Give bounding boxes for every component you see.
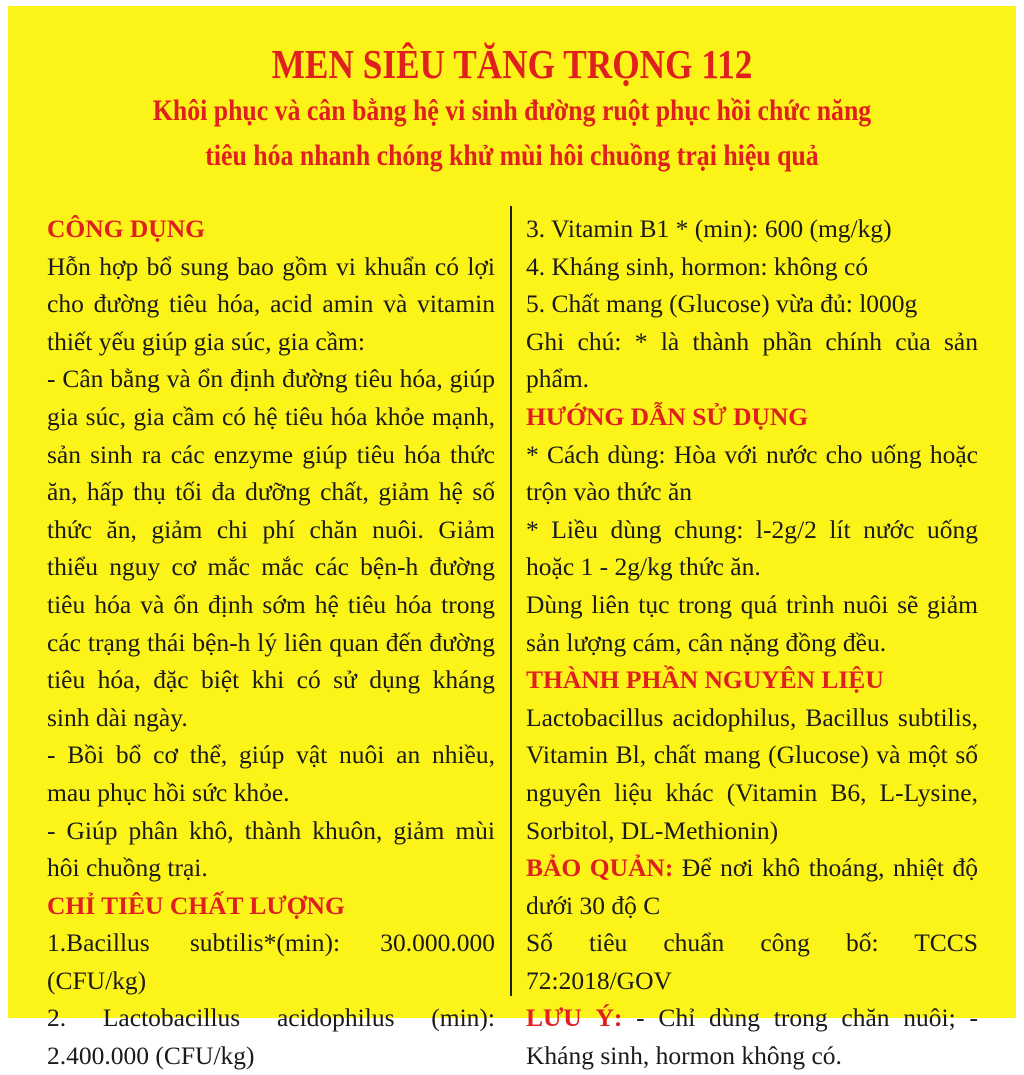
chi-tieu-item-5: 5. Chất mang (Glucose) vừa đủ: l000g (526, 289, 918, 319)
thanh-phan-text: Lactobacillus acidophilus, Bacillus subtilis, Vitamin Bl, chất mang (Glucose) và một số nguyên liệu khác (Vitamin B6, L-Lysine, Sorbitol, DL-Methionin) (526, 702, 978, 845)
luu-y-label: LƯU Ý: (526, 1003, 623, 1033)
chi-tieu-heading: CHỈ TIÊU CHẤT LƯỢNG (47, 890, 345, 920)
cong-dung-bullet-3: - Giúp phân khô, thành khuôn, giảm mùi hôi chuồng trại. (47, 815, 495, 883)
chi-tieu-item-4: 4. Kháng sinh, hormon: không có (526, 251, 869, 281)
luu-y-text: - Chỉ dùng trong chăn nuôi; - Kháng sinh, hormon không có. (526, 1003, 978, 1071)
dung-lien-tuc: Dùng liên tục trong quá trình nuôi sẽ giảm sản lượng cám, cân nặng đồng đều. (526, 589, 978, 657)
product-title: MEN SIÊU TĂNG TRỌNG 112 (271, 41, 753, 87)
ghi-chu: Ghi chú: * là thành phần chính của sản phẩm. (526, 326, 978, 394)
so-tieu-chuan: Số tiêu chuẩn công bố: TCCS 72:2018/GOV (526, 928, 978, 995)
cong-dung-bullet-1: - Cân bằng và ổn định đường tiêu hóa, giúp gia súc, gia cầm có hệ tiêu hóa khỏe mạnh, sản sinh ra các enzyme giúp tiêu hóa thức ăn, hấp thụ tối đa dưỡng chất, giảm hệ số thức ăn, giảm chi phí chăn nuôi. Giảm thiểu nguy cơ mắc mắc các bện-h đường tiêu hóa và ổn định sớm hệ tiêu hóa trong các trạng thái bện-h lý liên quan đến đường tiêu hóa, đặc biệt khi có sử dụng kháng sinh dài ngày. (47, 364, 495, 732)
lieu-dung: * Liều dùng chung: l-2g/2 lít nước uống hoặc 1 - 2g/kg thức ăn. (526, 514, 978, 582)
right-column (526, 210, 978, 1075)
cach-dung: * Cách dùng: Hòa với nước cho uống hoặc trộn vào thức ăn (526, 439, 978, 507)
chi-tieu-item-1: 1.Bacillus subtilis*(min): 30.000.000 (CFU/kg) (47, 928, 495, 995)
cong-dung-heading: CÔNG DỤNG (47, 214, 205, 243)
huong-dan-heading: HƯỚNG DẪN SỬ DỤNG (526, 401, 809, 431)
bao-quan-text: Để nơi khô thoáng, nhiệt độ dưới 30 độ C (526, 853, 978, 920)
column-divider (510, 206, 512, 996)
subtitle-line-1: Khôi phục và cân bằng hệ vi sinh đường ruột phục hồi chức năng (152, 94, 872, 127)
cong-dung-bullet-2: - Bồi bổ cơ thể, giúp vật nuôi an nhiều, mau phục hồi sức khỏe. (47, 740, 495, 807)
chi-tieu-item-2: 2. Lactobacillus acidophilus (min): 2.400.000 (CFU/kg) (47, 1003, 495, 1071)
subtitle-line-2: tiêu hóa nhanh chóng khử mùi hôi chuồng trại hiệu quả (205, 139, 819, 172)
label-header (8, 40, 1016, 178)
cong-dung-intro: Hỗn hợp bổ sung bao gồm vi khuẩn có lợi cho đường tiêu hóa, acid amin và vitamin thiết yếu giúp gia súc, gia cầm: (47, 251, 495, 356)
left-column (47, 210, 495, 1075)
thanh-phan-heading: THÀNH PHẦN NGUYÊN LIỆU (526, 665, 884, 695)
chi-tieu-item-3: 3. Vitamin B1 * (min): 600 (mg/kg) (526, 214, 892, 243)
product-label (8, 6, 1016, 1071)
luu-y (526, 999, 978, 1074)
bao-quan (526, 849, 978, 924)
bao-quan-label: BẢO QUẢN: (526, 853, 674, 883)
